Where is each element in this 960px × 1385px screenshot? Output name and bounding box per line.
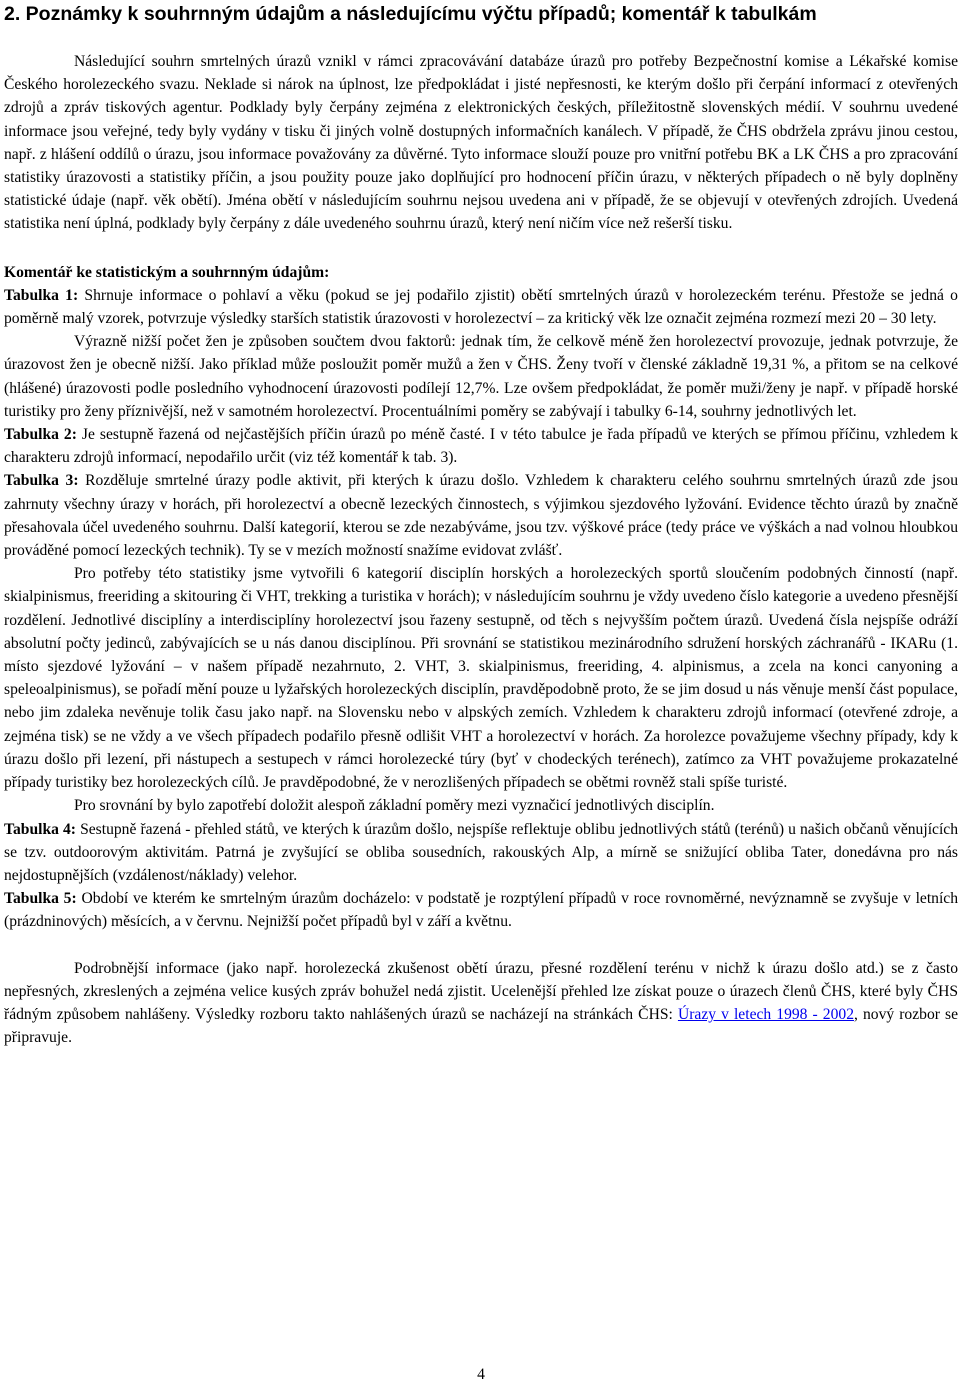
table-4-paragraph xyxy=(4,818,958,888)
commentary-heading xyxy=(4,261,958,284)
table-5-label: Tabulka 5: xyxy=(4,890,77,908)
page-number: 4 xyxy=(477,1366,485,1383)
commentary-heading-text: Komentář ke statistickým a souhrnným údajům: xyxy=(4,263,330,281)
table-1-text: Shrnuje informace o pohlaví a věku (pokud se jej podařilo zjistit) obětí smrtelných úrazů v horolezeckém terénu. Přestože se jedná o poměrně malý vzorek, potvrzuje výsledky starších statistik úrazovosti v horolezectví – za kritický věk lze označit zejména rozmezí mezi 20 – 30 lety. xyxy=(4,286,958,328)
intro-paragraph: Následující souhrn smrtelných úrazů vznikl v rámci zpracovávání databáze úrazů pro potřeby Bezpečnostní komise a Lékařské komise Českého horolezeckého svazu. Neklade si nárok na úplnost, lze předpokládat i jisté nepřesnosti, ke kterým došlo při čerpání informací z otevřených zdrojů a zpráv tiskových agentur. Podklady byly čerpány zejména z elektronických českých, příležitostně slovenských médií. V souhrnu uvedené informace jsou veřejné, tedy byly vydány v tisku či jiných volně dostupných informačních kanálech. V případě, že ČHS obdržela zprávu jinou cestou, např. z hlášení oddílů o úrazu, jsou informace považovány za důvěrné. Tyto informace slouží pouze pro vnitřní potřebu BK a LK ČHS a pro zpracování statistiky úrazovosti a statistiky příčin, a jsou použity pouze jako doplňující pro hodnocení příčin úrazu, v některých případech o ně byly doplněny statistické údaje (např. věk obětí). Jména obětí v následujícím souhrnu nejsou uvedena ani v případě, že se objevují v otevřených zdrojích. Uvedená statistika není úplná, podklady byly čerpány z dále uvedeného souhrnu úrazů, který není ničím více než rešerší tisku. xyxy=(4,53,958,233)
closing-paragraph xyxy=(4,957,958,1050)
document-page xyxy=(4,0,958,1049)
table-2-text: Je sestupně řazená od nejčastějších příčin úrazů po méně časté. I v této tabulce je řada případů ve kterých se přímou příčinu, vzhledem k charakteru zdrojů informací, nepodařilo určit (viz též komentář k tab. 3). xyxy=(4,426,958,467)
table-3-extra2-paragraph: Pro srovnání by bylo zapotřebí doložit alespoň základní poměry mezi vyznačicí jednotlivých disciplín. xyxy=(74,797,715,815)
closing-text: Podrobnější informace (jako např. horolezecká zkušenost obětí úrazu, přesné rozdělení terénu v nichž k úrazu došlo atd.) se z často nepřesných, zkreslených a zejména velice kusých zpráv bohužel nedá zjistit. Ucelenější přehled lze získat pouze o úrazech členů ČHS, které byly ČHS řádným způsobem nahlášeny. Výsledky rozboru takto nahlášených úrazů se nacházejí na stránkách ČHS: xyxy=(4,959,958,1023)
table-3-label: Tabulka 3: xyxy=(4,472,79,490)
injuries-report-link[interactable]: Úrazy v letech 1998 - 2002 xyxy=(677,1005,854,1023)
table-3-paragraph xyxy=(4,469,958,562)
table-1-extra-paragraph: Výrazně nižší počet žen je způsoben součtem dvou faktorů: jednak tím, že celkově méně žen horolezectví provozuje, jednak potvrzuje, že úrazovost žen je obecně nižší. Jako příklad může posloužit poměr mužů a žen v ČHS. Ženy tvoří v členské základně 19,31 %, a přitom se na celkové (hlášené) úrazovosti podle posledního vyhodnocení úrazovosti podílejí 12,7%. Lze ovšem předpokládat, že poměr muži/ženy je např. v případě horské turistiky pro ženy příznivější, než v samotném horolezectví. Procentuálními poměry se zabývají i tabulky 6-14, souhrny jednotlivých let. xyxy=(4,333,958,420)
table-2-label: Tabulka 2: xyxy=(4,426,77,444)
table-1-label: Tabulka 1: xyxy=(4,286,79,304)
section-heading: 2. Poznámky k souhrnným údajům a následujícímu výčtu případů; komentář k tabulkám xyxy=(4,3,817,25)
table-3-extra-paragraph: Pro potřeby této statistiky jsme vytvořili 6 kategorií disciplín horských a horolezeckých sportů sloučením podobných činností (např. skialpinismus, freeriding a skitouring či VHT, trekking a turistika v horách); v následujícím souhrnu je vždy uvedeno číslo kategorie a uvedeno přesnější rozdělení. Jednotlivé disciplíny a interdisciplíny horolezectví jsou řazeny sestupně, od těch s nejvyšším počtem úrazů. Uvedená čísla nejspíše odráží absolutní počty jedinců, zabývajících se u nás danou disciplínou. Při srovnání se statistikou mezinárodního sdružení horských záchranářů - IKARu (1. místo sjezdové lyžování – v našem případě nezahrnuto, 2. VHT, 3. skialpinismus, freeriding, 4. alpinismus, a zcela na konci canyoning a speleoalpinismus), se pořadí mění pouze u lyžařských horolezeckých disciplín, pravděpodobně proto, že se jim dosud u nás věnuje menší část populace, nebo jim zdaleka nevěnuje tolik času jako např. na Slovensku nebo v alpských zemích. Vzhledem k charakteru zdrojů informací (otevřené zdroje, a zejména tisk) se ne vždy a ve všech případech podařilo přesně odlišit VHT a horolezectví v horách. Za horolezce považujeme všechny případy, kdy k úrazu došlo při lezení, při nástupech a sestupech v rámci horolezecké túry (byť v chodeckých terénech), zatímco za VHT považujeme prokazatelné případy turistiky bez horolezeckých cílů. Je pravděpodobné, že v nerozlišených případech se obětmi rovněž stali spíše turisté. xyxy=(4,565,958,792)
table-5-paragraph xyxy=(4,887,958,933)
closing-text-end: , nový rozbor se připravuje. xyxy=(4,1005,958,1047)
table-4-label: Tabulka 4: xyxy=(4,820,76,838)
table-1-paragraph xyxy=(4,284,958,330)
table-2-paragraph xyxy=(4,423,958,469)
table-4-text: Sestupně řazená - přehled států, ve kterých k úrazům došlo, nejspíše reflektuje oblibu jednotlivých států (terénů) u našich občanů věnujících se tzv. outdoorovým aktivitám. Patrná je zvyšující se obliba sousedních, rakouských Alp, a mírně se snižující obliba Tater, donedávna pro nás nejdostupnějších (vzdálenost/náklady) velehor. xyxy=(4,820,958,884)
table-3-text: Rozděluje smrtelné úrazy podle aktivit, při kterých k úrazu došlo. Vzhledem k charakteru celého souhrnu smrtelných úrazů zde jsou zahrnuty všechny úrazy v horách, při horolezectví a obecně lezeckých činnostech, s výjimkou sjezdového lyžování. Evidence těchto úrazů by značně přesahovala účel uvedeného souhrnu. Další kategorií, kterou se zde nezabýváme, jsou tzv. výškové práce (tedy práce ve výškách a nad volnou hloubkou prováděné pomocí lezeckých technik). Ty se v mezích možností snažíme evidovat zvlášť. xyxy=(4,472,958,560)
table-5-text: Období ve kterém ke smrtelným úrazům docházelo: v podstatě je rozptýlení případů v roce rovnoměrné, nevýznamně se zvyšuje v letních (prázdninových) měsících, a v červnu. Nejnižší počet případů byl v září a květnu. xyxy=(4,890,958,931)
